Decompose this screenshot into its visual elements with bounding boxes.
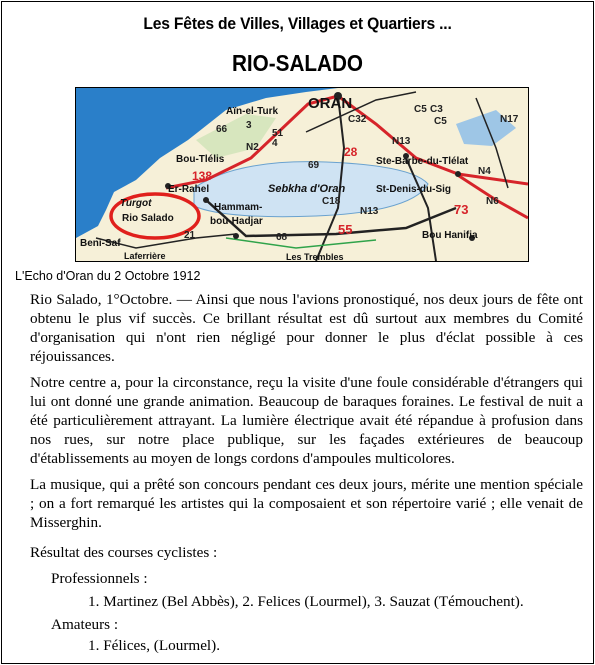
map-label-laferriere: Laferrière [124, 251, 166, 261]
article-paragraph: Rio Salado, 1°Octobre. — Ainsi que nous l'avions pronostiqué, nos deux jours de fête ont obtenu le plus vif succès. Ce brillant résultat est dû surtout aux membres du Comité d'organisation qui n'ont rien négligé pour donner le plus d'éclat possible à ces réjouissances. [30, 291, 583, 365]
route-number: N13 [360, 206, 379, 217]
route-number: 66 [216, 124, 228, 135]
route-number: 55 [338, 222, 353, 237]
map-label-hammam: Hammam- [214, 202, 263, 213]
article-paragraph: La musique, qui a prêté son concours pendant ces deux jours, mérite une mention spéciale ; on a fort remarqué les artistes qui la composaient et son répertoire varié ; elle venait de Misserghin. [30, 476, 583, 531]
route-number: 3 [246, 120, 252, 131]
route-number: N17 [500, 114, 519, 125]
route-number: N4 [478, 166, 491, 177]
map-label-les-trembles: Les Trembles [286, 252, 344, 261]
newspaper-source: L'Echo d'Oran du 2 Octobre 1912 [15, 269, 201, 283]
map-label-st-denis: St-Denis-du-Sig [376, 184, 451, 195]
map-label-beni-saf: Beni-Saf [80, 238, 121, 249]
route-number: C3 [430, 104, 443, 115]
amateurs-result: 1. Félices, (Lourmel). [88, 637, 221, 654]
map-label-bou-tlelis: Bou-Tlélis [176, 154, 225, 165]
map-label-st-barbe: Ste-Barbe-du-Tlélat [376, 156, 469, 167]
map-label-rio-salado: Rio Salado [122, 213, 174, 224]
professionals-result: 1. Martinez (Bel Abbès), 2. Felices (Lourmel), 3. Sauzat (Témouchent). [88, 593, 524, 610]
route-number: 138 [192, 169, 213, 183]
professionals-label: Professionnels : [51, 570, 148, 587]
article-frame [1, 1, 594, 664]
route-number: 68 [276, 232, 288, 243]
route-number: 51 [272, 128, 284, 139]
route-number: N2 [246, 142, 259, 153]
article-paragraph: Notre centre a, pour la circonstance, reçu la visite d'une foule considérable d'étrangers qui lui ont donné une grande animation. Beaucoup de baraques foraines. Le festival de nuit a été particulièrement attrayant. La lumière électrique avait été répandue à profusion dans nos rues, sur notre place publique, sur les façades extérieures de beaucoup d'établissements au moyen de longs cordons d'ampoules multicolores. [30, 374, 583, 467]
route-number: N13 [392, 136, 411, 147]
route-number: 4 [272, 138, 278, 149]
route-number: 73 [454, 202, 469, 217]
map-label-er-rahel: Er-Rahel [168, 184, 210, 195]
map-label-sebkha: Sebkha d'Oran [268, 183, 346, 195]
route-number: C18 [322, 196, 341, 207]
series-title: Les Fêtes de Villes, Villages et Quartiers ... [143, 14, 452, 33]
route-number: C5 [434, 116, 447, 127]
map-label-oran: ORAN [308, 95, 353, 112]
route-number: 28 [344, 145, 358, 159]
map-graphic [76, 88, 528, 261]
route-number: 21 [184, 230, 196, 241]
route-number: C5 [414, 104, 427, 115]
map-label-ain-el-turk: Aïn-el-Turk [226, 106, 279, 117]
route-number: N6 [486, 196, 499, 207]
map-label-bou-hadjar: bou-Hadjar [210, 216, 263, 227]
article-body [30, 290, 583, 539]
race-results-heading: Résultat des courses cyclistes : [30, 544, 218, 561]
map-label-bou-hanifia: Bou Hanifia [422, 230, 478, 241]
map-label-turgot: Turgot [120, 198, 152, 209]
town-title: RIO-SALADO [231, 50, 364, 76]
region-map [75, 87, 529, 262]
route-number: C32 [348, 114, 367, 125]
amateurs-label: Amateurs : [51, 616, 119, 633]
route-number: 69 [308, 160, 320, 171]
